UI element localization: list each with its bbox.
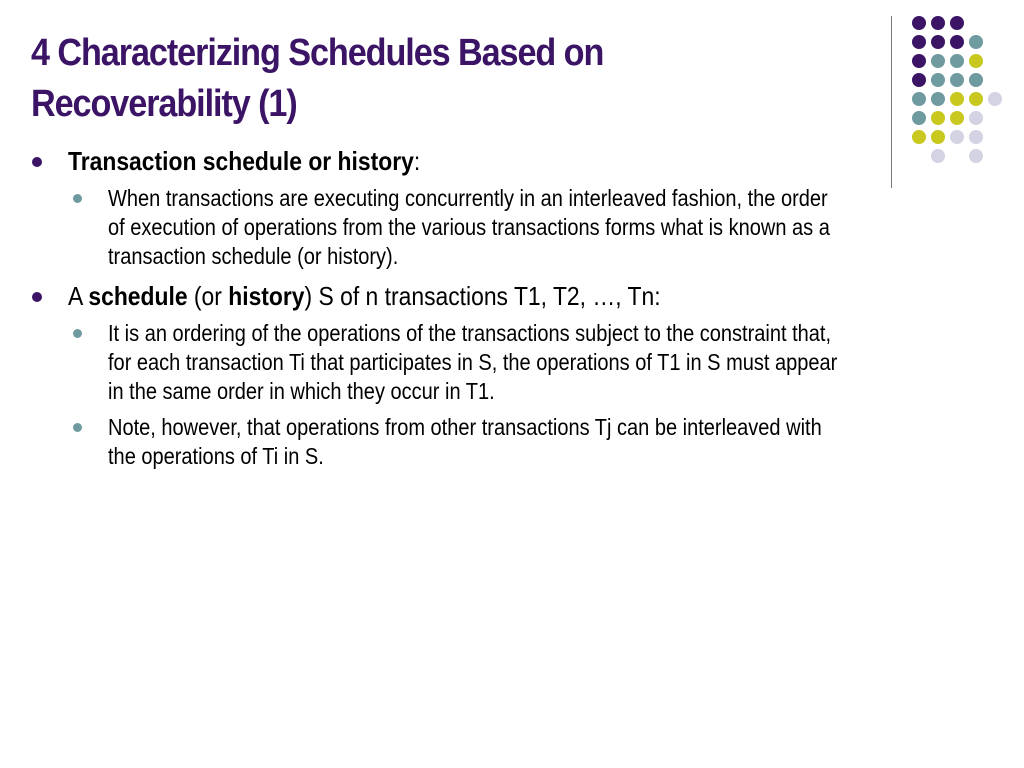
decor-dot — [950, 54, 964, 68]
slide-title — [31, 28, 787, 130]
decor-dot — [950, 16, 964, 30]
bullet-2-prefix: A — [68, 281, 89, 311]
decor-dot — [969, 35, 983, 49]
bullet-1-bold: Transaction schedule or history — [68, 146, 414, 176]
decor-dot — [950, 35, 964, 49]
bullet-2-suffix: ) S of n transactions T1, T2, …, Tn: — [304, 281, 661, 311]
decor-dot — [969, 54, 983, 68]
bullet-1-1-marker — [73, 194, 82, 203]
bullet-1-text — [68, 146, 420, 176]
decor-dot — [931, 111, 945, 125]
header-divider — [891, 16, 892, 188]
bullet-2-1-line-3: in the same order in which they occur in T1. — [108, 378, 495, 404]
bullet-2-marker — [32, 292, 42, 302]
decor-dot — [931, 35, 945, 49]
bullet-2-1-marker — [73, 329, 82, 338]
bullet-2-bold-history: history — [228, 281, 305, 311]
bullet-1-1-line-1: When transactions are executing concurrently in an interleaved fashion, the order — [108, 185, 828, 211]
decor-dot — [988, 92, 1002, 106]
bullet-2-1-line-1: It is an ordering of the operations of the transactions subject to the constraint that, — [108, 320, 832, 346]
decor-dot — [912, 130, 926, 144]
slide-title-line-2: Recoverability (1) — [31, 83, 297, 125]
decor-dot — [950, 92, 964, 106]
decor-dot — [912, 54, 926, 68]
decor-dot — [931, 92, 945, 106]
decor-dot — [912, 16, 926, 30]
decor-dot — [912, 111, 926, 125]
decor-dot — [969, 92, 983, 106]
decor-dot — [931, 149, 945, 163]
decor-dot — [931, 54, 945, 68]
bullet-2-bold-schedule: schedule — [88, 281, 188, 311]
bullet-1-1-line-2: of execution of operations from the various transactions forms what is known as a — [108, 214, 830, 240]
decor-dot — [912, 35, 926, 49]
decor-dot — [931, 130, 945, 144]
bullet-1-marker — [32, 157, 42, 167]
bullet-2-1-line-2: for each transaction Ti that participates in S, the operations of T1 in S must appear — [108, 349, 838, 375]
slide-title-line-1: 4 Characterizing Schedules Based on — [31, 32, 604, 74]
bullet-2-2-line-1: Note, however, that operations from other transactions Tj can be interleaved with — [108, 414, 822, 440]
bullet-2-2-line-2: the operations of Ti in S. — [108, 443, 324, 469]
bullet-1-colon: : — [413, 146, 421, 176]
decor-dot — [950, 111, 964, 125]
decor-dot — [969, 149, 983, 163]
decor-dot — [912, 92, 926, 106]
bullet-2-2-marker — [73, 423, 82, 432]
decor-dot — [969, 111, 983, 125]
decor-dot — [969, 130, 983, 144]
bullet-2-text — [68, 281, 661, 311]
decor-dot — [931, 73, 945, 87]
decor-dot — [969, 73, 983, 87]
decor-dot — [950, 130, 964, 144]
bullet-1-1-line-3: transaction schedule (or history). — [108, 243, 399, 269]
bullet-2-middle: (or — [187, 281, 229, 311]
decor-dot — [931, 16, 945, 30]
decor-dot — [912, 73, 926, 87]
decor-dot — [950, 73, 964, 87]
